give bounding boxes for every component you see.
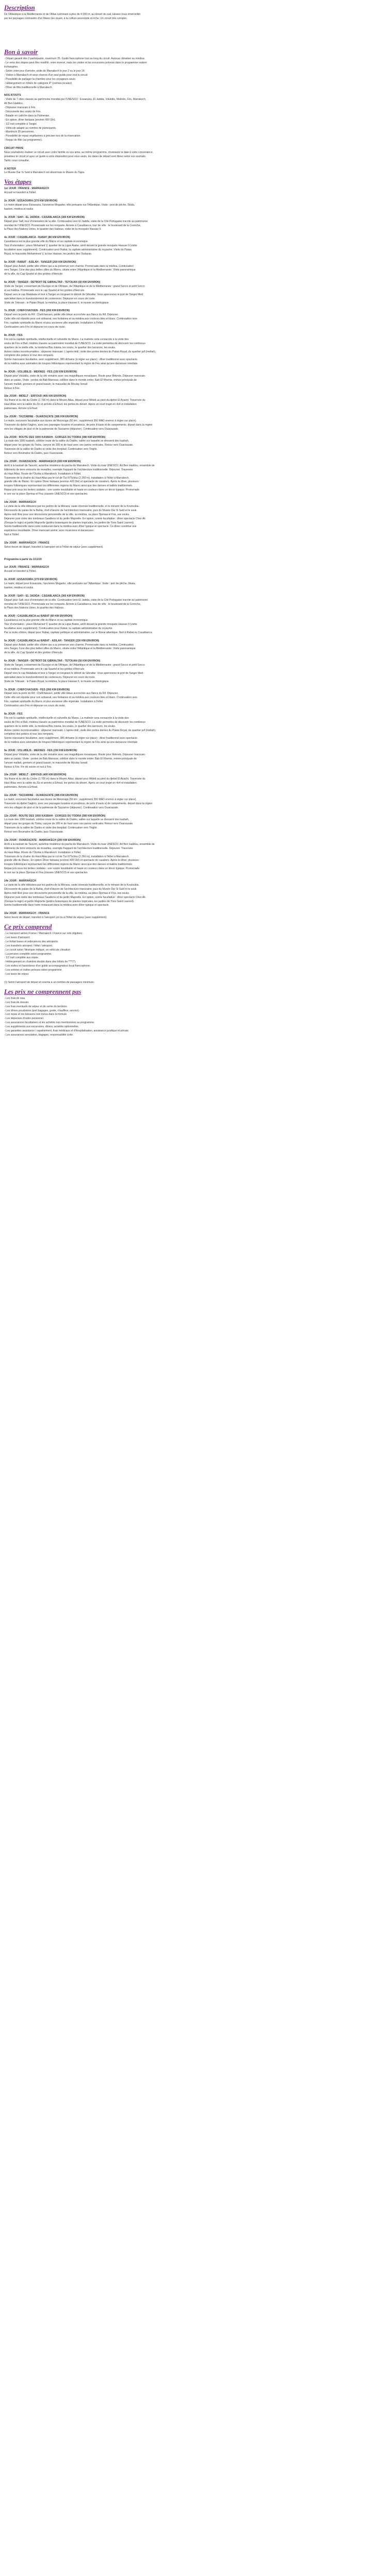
text-line: - Les dîners pourboires (port bagages, guide, chauffeur, service). [4,1009,80,1012]
text-line: Repas pris sous les tentes caïdales : une soirée inoubliable et haute en couleurs dans un décor typique. Promenade [4,867,140,871]
blank-line [4,277,387,281]
text-line: le soir sur la place Djemaa el Fna (classée UNESCO) et ses spectacles. [4,871,88,875]
text-line: Haut Atlas vers la vallée du Ziz et arrivée à Erfoud, les portes du désert. Après un court trajet en 4x4 et installation [4,403,137,406]
text-line: 2e JOUR : ESSAOUIRA (170 KM ENVIRON) [4,199,58,203]
text-line: La route des 1000 kasbah, célèbre route de la vallée du Dadès, vallée sur laquelle se dressent des kasbah, [4,818,129,822]
text-line: Accueil et transfert à l'hôtel. [4,570,37,573]
text-line: - En option, dîner fantasia (environ 420 DH). [4,118,56,122]
text-line: par les paysages contrastés d'un Maroc bio vivant, à la culture ancestrale et riche. Un circuit très complet. [4,16,127,20]
text-line: La visite de la ville débutera par les jardins de la Ménara, vaste oliveraie traditionnelle, et le minaret de la Koutoubia. [4,883,139,887]
blank-line [4,90,387,94]
blank-line [4,835,387,839]
text-line: Autres visites incontournables : déjeuner marocain. L'après-midi, visite des portes dorées du Palais Royal, du quartier juif (mellah), [4,728,156,732]
text-line: 11e JOUR : TAZZARINE - OUARZAZATE (385 KM ENVIRON) [4,415,78,418]
blank-line [4,770,387,774]
blank-line [4,411,387,415]
blank-line [4,810,387,815]
text-line: - Les repas et les boissons non inclus dans la formule. [4,1013,68,1016]
text-line: Départ vers la perle du Rif : Chefchaouen, petite ville bleue accrochée aux flancs du Rif. Déjeuner. [4,313,119,317]
text-line: - 1/2 nuit complète à Tanger. [4,122,38,126]
blank-line [4,330,387,334]
section-title: Les prix ne comprennent pas [4,988,82,995]
text-line: Cette ville est réputée pour son artisanat, ses fontaines et sa médina aux couleurs bleu et blanc. Continuation vers [4,317,137,321]
blank-line [4,163,387,167]
text-line: 4e JOUR : CASABLANCA - RABAT (80 KM ENVIRON) [4,236,70,240]
text-line: Nuit à l'hôtel. [4,533,20,537]
text-line: Tour d'orientation : place Mohamed V, quartier de la Ligue Arabe, arrêt devant la grande mosquée Hassan II (visite [4,623,137,626]
text-line: de la ville, du Cap Spartel et des grottes d'Hercule. [4,273,63,276]
text-line: Départ pour Safi, tour d'orientation de la ville. Continuation vers El Jadida, visite de la Cité Portugaise inscrite au patrimoine [4,219,148,223]
text-line: grande ville du Maroc. En option Dîner fantasia (environ 420 DH) et spectacle de cavaliers. Après le dîner, plusieurs [4,859,139,862]
blank-line [4,21,387,25]
text-line: Après-midi libre pour une découverte personnelle de la ville, sa médina, sa place Djemaa el Fna, ses souks. [4,513,130,516]
text-line: privatisez le circuit et ayez un guide à votre disposition pour vous seuls, les dates de départ sont libres selon vos souhaits. [4,155,146,158]
text-line: Fès, capitale spirituelle du Maroc et plus ancienne ville impériale. Installation à l'hôtel. [4,700,104,704]
text-line: et sa médina. Promenade vers le cap Spartel et les grottes d'Hercule. [4,667,85,671]
text-line: 14e JOUR : MARRAKECH [4,879,36,883]
blank-line [4,908,387,912]
text-line: bâtiments de terre entourés de murailles, exemple frappant de l'architecture traditionnelle. Déjeuner. Traversée [4,846,133,850]
text-line: mondial de l'UNESCO. Promenade sur les remparts. Arrivée à Casablanca, tour de ville : le boulevard de la Corniche, [4,224,141,227]
text-line: 11e JOUR : TAZZARINE - OUARZAZATE (385 KM ENVIRON) [4,794,78,797]
text-line: bastion, médina et souks. [4,207,34,211]
text-line: départ pour les gorges du Todra, canyon de 300 m de haut avec ses parois verticales. Retour vers Ouarzazate. [4,444,134,447]
text-line: 13e JOUR : OUARZAZATE - MARRAKECH (200 KM ENVIRON) [4,460,81,463]
text-line: Accueil et transfert à l'hôtel. [4,191,37,195]
text-line: Arrêt à la kasbah de Taourirt, autrefois résidence du pacha de Marrakech. Visite du ksar UNESCO, Aït Ben Haddou, ensemble de [4,464,155,467]
text-line: - Le sens des étapes peut être modifié, voire inversé, mais les visites et les excursions prévues dans le programme restent [4,61,147,65]
text-line: palmeraies. Arrivée à Erfoud. [4,786,38,789]
text-line: spécialisé dans le transbordement de conteneurs. Déjeuner en cours de route. [4,297,95,300]
text-line: troupes folkloriques représentant les différentes régions du Maroc ainsi que des danses et ballets traditionnels. [4,484,133,488]
blank-line [4,497,387,501]
text-line: de la médina avec animation de troupes folkloriques représentant la région de Fès ainsi qu'une danseuse orientale. [4,741,138,744]
text-line: - Véhicule adapté au nombre de participants. [4,126,57,130]
text-line: Soirée traditionnelle dans notre restaurant dans la médina avec dîner typique et spectacle. Ce dîner constitue une [4,525,137,529]
text-line: - Départ garanti dès 2 participants, maximum 35. Guide francophone tout au long du circuit. Autocar climatisé ou minibus. [4,57,145,61]
text-line: Selon heure de départ, transfert à l'aéroport vol à l'hôtel de séjour (avec supplément). [4,545,104,549]
text-line: - Visite de 7 sites classés au patrimoine mondial par l'UNESCO : Essaouira, El Jadida, Volubilis, Meknès, Fès, Marrakech, [4,98,146,101]
text-line: Découverte du palais de la Bahia, chef-d'œuvre de l'architecture marocaine, puis du Musée Dar Si Saïd et le souk. [4,509,137,512]
text-line: vers Tanger, l'une des plus belles villes du Maroc, située entre l'Atlantique et la Méditerranée. Visite panoramique [4,268,136,272]
blank-line [4,432,387,436]
text-line: bastion, médina et souks. [4,586,34,589]
text-line: Retour vers Boumalne du Dadès, puis Ouarzazate. [4,831,64,834]
text-line: La route des 1000 kasbah, célèbre route de la vallée du Dadès, vallée sur laquelle se dressent des kasbah, [4,439,129,443]
text-line: du Haut Atlas. Route de l'Ourika à Marrakech. Installation à l'hôtel. [4,851,82,854]
text-line: Fès est la capitale spirituelle, intellectuelle et culturelle du Maroc. La matinée sera consacrée à la visite des [4,716,129,720]
text-line: quartiers de la vieille ville, la medersa Bou Inania, les souks, le quartier des tanneurs, les souks. [4,346,116,349]
text-line: vers Tanger, l'une des plus belles villes du Maroc, située entre l'Atlantique et la Méditerranée. Visite panoramique [4,647,136,651]
section [4,48,387,175]
text-line: 3e JOUR : SAFI - EL JADIDA - CASABLANCA (360 KM ENVIRON) [4,594,85,598]
text-line: Royal, le mausolée Mohammed V, la tour Hassan, les jardins des Oudayas. [4,252,92,256]
text-line: souks de Fès el Bali, médina classée au patrimoine mondial de l'UNESCO. La visite permettra de découvrir les nombreux [4,342,145,345]
blank-line [4,977,387,981]
text-line: 5e JOUR : CASABLANCA ou RABAT - ASILAH - TANGER (230 KM ENVIRON) [4,639,100,642]
text-line: - Dîner de fête traditionnelle à Marrakech. [4,86,53,89]
text-line: Traversée de la vallée de Dadès et visite des tinejdad. Continuation vers Tinghir. [4,826,98,830]
blank-line [4,635,387,639]
blank-line [4,29,387,33]
blank-line [4,232,387,236]
text-line: 1er JOUR : FRANCE - MARRAKECH [4,566,49,569]
text-line: Retour à Fès. [4,386,20,390]
text-line: 2e JOUR : ESSAOUIRA (170 KM ENVIRON) [4,578,58,582]
text-line: Le matin, excursion facultative aux dunes de Merzouga (50 km ; supplément 350 MAD environ à régler sur place). [4,798,137,801]
text-line: Fès, capitale spirituelle du Maroc et plus ancienne ville impériale. Installation à l'hôtel. [4,321,104,325]
text-line: Via Ifrane et la cité du Cèdre (1 700 m) dans le Moyen Atlas, départ pour Midelt au pied du djebel El Ayachi. Traversée du [4,399,145,402]
section [4,923,387,985]
text-line: - Hébergement en hôtels de catégorie 4* (normes locales). [4,81,73,85]
text-line: - Le forfait bases et redevances des aéroports. [4,940,59,943]
text-line: De l'Atlantique à la Méditerranée et de l'Atlas culminant à plus de 4 000 m, au désert du sud, laissez-vous émerveiller [4,13,141,16]
text-line: - Le transport aérien France / Marrakech / France sur vols réguliers. [4,932,83,936]
blank-line [4,537,387,541]
text-line: et sa médina. Promenade vers le cap Spartel et les grottes d'Hercule. [4,289,85,292]
text-line: Traversée du djebel Saghro, avec ses paysages lunaires et poudreux, de prés d'oasis et de campements, départ dans la région [4,802,153,805]
text-line: Le Musée Dar Si Saïd à Marrakech est désormais le Musée du Tapis. [4,171,85,175]
text-line: Le matin départ pour Essaouira, l'ancienne Mogador, ville portuaire sur l'Atlantique. Visite : port de pêche, Skala, [4,204,135,207]
text-line: Traversée de la vallée de Dadès et visite des tinejdad. Continuation vers Tinghir. [4,448,98,451]
section [4,178,387,920]
text-line: Le matin, départ pour Essaouira, l'ancienne Mogador, ville portuaire sur l'Atlantique. Visite : port de pêche, Skala, [4,582,136,586]
text-line: - Les dépenses d'ordre personnel. [4,1017,44,1021]
blank-line [4,790,387,794]
text-line: - Les frais éventuels de séjour et de sortie du territoire. [4,1005,68,1008]
text-line: 5e JOUR : RABAT - ASILAH - TANGER (250 KM ENVIRON) [4,260,76,264]
blank-line [4,456,387,460]
section-title: Bon à savoir [4,48,38,56]
text-line: 1er JOUR : FRANCE - MARRAKECH [4,187,49,191]
blank-line [4,875,387,879]
text-line: vers les villages de pisé et de la palmeraie de Tazzarine (déjeuner). Continuation vers Ouarzazate. [4,806,119,809]
text-line: Visite de Tanger, croisement de l'Europe et de l'Afrique, de l'Atlantique et de la Méditerranée : grand Socco et petit Socco [4,285,145,289]
text-line: 7e JOUR : CHEFCHAOUEN - FÈS (260 KM ENVIRON) [4,688,70,691]
text-line: - Le circuit selon l'itinéraire indiqué, en véhicule climatisé. [4,948,71,952]
text-line: Retour vers Boumalne du Dadès, puis Ouarzazate. [4,452,64,455]
text-line: expérience inoubliable. Dîner marocain animé, avec musiciens et danseuses. [4,529,94,533]
text-line: - Balade en calèche dans la Palmeraie. [4,114,50,117]
text-line: NOS ATOUTS [4,94,21,97]
text-line: 9e JOUR : VOLUBILIS - MEKNÈS - FÈS (150 KM ENVIRON) [4,370,77,374]
text-line: Casablanca est la plus grande ville du Maroc et sa capitale économique. [4,240,89,244]
text-line: Fès est la capitale spirituelle, intellectuelle et culturelle du Maroc. La matinée sera consacrée à la visite des [4,337,129,341]
blank-line [4,366,387,370]
text-line: dans un palais. Visite : portes de Bab Mansour, célèbre dans le monde entier, Bab El Khemis, entrée principale de [4,378,137,382]
text-line: - Hébergement en chambre double dans des hôtels de ****(*). [4,960,76,964]
text-line: Casablanca est la plus grande ville du Maroc et sa capitale économique. [4,619,89,622]
text-line: dans un palais. Visite : portes de Bab Mansour, célèbre dans le monde entier, Bab El Khemis, entrée principale de [4,757,137,760]
text-line: Continuation vers Fès et déjeuner en cours de route. [4,326,66,329]
text-line: (Groupe le login) et jardin Majorelle (jardins botaniques de plantes tropicales, les jardins de Yves Saint Laurent). [4,900,135,903]
text-line: inchangées. [4,65,19,69]
text-line: (Groupe le login) et jardin Majorelle (jardins botaniques de plantes tropicales, les jardins de Yves Saint Laurent). [4,521,135,524]
text-line: - Les garanties assistance / rapatriement, frais médicaux et d'hospitalisation, assistance juridique et pénale. [4,1029,129,1033]
text-line: 15e JOUR : MARRAKECH - FRANCE [4,541,50,545]
text-line: la Place des Nations Unies, le quartier des Habous, visite de la mosquée Hassan II. [4,228,102,231]
text-line: - La pension complète selon programme. [4,952,52,956]
text-line: départ pour les gorges du Todra, canyon de 300 m de haut avec ses parois verticales. Retour vers Ouarzazate. [4,822,134,826]
text-line: - Les entrées et visites prévues selon programme. [4,969,62,972]
text-line: Départ vers le cap Malabata et tour à Tanger en longeant le détroit de Gibraltar. Vous apercevrez le port de Tanger Med [4,671,143,675]
blank-line [4,212,387,216]
text-line: 10e JOUR : MIDELT - ERFOUD (400 KM ENVIRON) [4,395,67,398]
text-line: Nous souhaitons réaliser ce circuit avec votre famille ou vos amis, au même programme, choisissez la date à votre convenance. [4,150,154,154]
text-line: complexe des potiers et tour des remparts. [4,733,54,736]
blank-line [4,574,387,578]
section [4,4,387,45]
text-line: - Les suppléments aux excursions, dîners, activités optionnelles. [4,1025,79,1029]
blank-line [4,391,387,395]
text-line: facultative avec supplément). Continuation pour Rabat, la capitale administrative du royaume. Visite du Palais [4,248,132,251]
blank-line [4,554,387,558]
text-line: Cette ville est réputée pour son artisanat, ses fontaines et sa médina aux couleurs bleu et blanc. Continuation vers [4,696,137,700]
text-line: La visite de la ville débutera par les jardins de la Ménara, vaste oliveraie traditionnelle, et le minaret de la Koutoubia. [4,504,139,508]
text-line: - 1/2 nuit complète aux repas. [4,956,39,960]
text-line: Après-midi libre pour une découverte personnelle de la ville, sa médina, sa place Djemaa el Fna, ses souks. [4,891,130,895]
text-line: - Maximum 35 personnes. [4,130,35,134]
blank-line [4,590,387,595]
text-line: Tour d'orientation : place Mohamed V, quartier de la Ligue Arabe, arrêt devant la grande mosquée Hassan II (visite [4,244,137,248]
text-line: 15e JOUR : MARRAKECH - FRANCE [4,912,50,916]
text-line: - Repas de fête (au programme). [4,139,43,142]
text-line: Selon heure de départ, transfert à l'aéroport vol ou à l'hôtel de séjour (avec supplément). [4,916,107,920]
text-line: - Selon votre jour d'arrivée, visite de Marrakech le jour 2 ou le jour 14. [4,69,85,73]
text-line: complexe des potiers et tour des remparts. [4,354,54,358]
text-line: - Les taxes d'aéroport. [4,936,30,939]
text-line: Soirée marocaine facultative, avec supplément, 380 dirhams (à régler sur place) : dîner traditionnel avec spectacle. [4,737,138,740]
text-line: le soir sur la place Djemaa el Fna (classée UNESCO) et ses spectacles. [4,493,88,496]
blank-line [4,33,387,37]
text-line: Visite de Tanger, croisement de l'Europe et de l'Afrique, de l'Atlantique et de la Méditerranée : grand Socco et petit Socco [4,664,145,667]
text-line: grande ville du Maroc. En option Dîner fantasia (environ 420 DH) et spectacle de cavaliers. Après le dîner, plusieurs [4,480,139,484]
text-line: - Les frais de dossier. [4,1001,29,1004]
text-line: - Les taxes de séjour. [4,973,29,976]
text-line: - Les assurances facultatives et les activités non mentionnées au programme. [4,1021,95,1025]
section-title: Ce prix comprend [4,923,52,931]
text-line: 6e JOUR : TANGER - DETROIT DE GIBRALTAR - TETOUAN (50 KM ENVIRON) [4,659,101,663]
section-title: Description [4,4,35,11]
text-line: Par la route côtière, départ pour Rabat, capitale politique et administrative, sur le littoral atlantique. Nuit à Rabat ou Casablanca. [4,631,153,634]
text-line: Visite de Tétouan : le Palais Royal, la médina, la place Hassan II, le musée archéologique. [4,301,109,304]
text-line: bâtiments de terre entourés de murailles, exemple frappant de l'architecture traditionnelle. Déjeuner. Traversée [4,468,133,471]
text-line: souks de Fès el Bali, médina classée au patrimoine mondial de l'UNESCO. La visite permettra de découvrir les nombreux [4,720,145,724]
text-line: - Déjeuner marocain à Fès. [4,106,36,110]
text-line: - Possibilité de partager la chambre pour les voyageurs seuls. [4,77,76,81]
text-line: Retour à Fès. Fin de soirée et nuit à Fès. [4,765,52,769]
text-line: 14e JOUR : MARRAKECH [4,500,36,504]
text-line: Départ vers le cap Malabata et tour à Tanger en longeant le détroit de Gibraltar. Vous apercevrez le port de Tanger Med [4,293,143,296]
text-line: du Haut Atlas. Route de l'Ourika à Marrakech. Installation à l'hôtel. [4,472,82,476]
text-line: spécialisé dans le transbordement de conteneurs. Déjeuner en cours de route. [4,675,95,679]
text-line: 12e JOUR : ROUTE DES 1000 KASBAH - GORGES DU TODRA (380 KM ENVIRON) [4,435,106,439]
text-line: Repas pris sous les tentes caïdales : une soirée inoubliable et haute en couleurs dans un décor typique. Promenade [4,488,140,492]
text-line: Traversée de la chaîne du Haut Atlas par le col de Tizi N'Tichka (2 260 m), installation à l'hôtel à Marrakech. [4,476,129,480]
text-line: Soirée marocaine facultative, avec supplément, 380 dirhams (à régler sur place) : dîner traditionnel avec spectacle. [4,358,138,362]
text-line: Découverte du palais de la Bahia, chef-d'œuvre de l'architecture marocaine, puis du Musée Dar Si Saïd et le souk. [4,887,137,891]
blank-line [4,257,387,261]
text-line: (1) Selon l'aéroport de départ et soumis à un nombre de passagers minimum. [4,980,94,984]
text-line: Autres visites incontournables : déjeuner marocain. L'après-midi, visite des portes dorées du Palais Royal, du quartier juif (mellah), [4,350,156,353]
text-line: Départ vers la perle du Rif : Chefchaouen, petite ville bleue accrochée aux flancs du Rif. Déjeuner. [4,692,119,696]
text-line: facultative avec supplément). Continuation pour Rabat, la capitale administrative du royaume. [4,626,113,630]
text-line: Visite de Tétouan : le Palais Royal, la médina, la place Hassan II, le musée archéologique. [4,680,109,683]
text-line: 10e JOUR : MIDELT - ERFOUD (400 KM ENVIRON) [4,773,67,777]
section-title: Vos étapes [4,178,32,186]
text-line: Continuation vers Fès et déjeuner en cours de route. [4,704,66,708]
text-line: 8e JOUR : FÈS [4,712,23,716]
blank-line [4,655,387,659]
text-line: palmeraies. Arrivée à Erfoud. [4,407,38,411]
blank-line [4,25,387,29]
blank-line [4,550,387,554]
text-line: troupes folkloriques représentant les différentes régions du Maroc ainsi que des danses et ballets traditionnels. [4,863,133,867]
text-line: Aït Ben Haddou. [4,102,24,106]
text-line: - Les assurances annulation, bagages, responsabilité civile. [4,1033,74,1037]
text-line: Soirée traditionnelle dans notre restaurant dans la médina avec dîner typique et spectacle. [4,904,109,907]
text-line: 9e JOUR : VOLUBILIS - MEKNÈS - FÈS (150 KM ENVIRON) [4,749,77,753]
text-line: Départ pour Safi, tour d'orientation de la ville. Continuation vers El Jadida, visite de la Cité Portugaise inscrite au patrimoine [4,598,148,602]
text-line: À NOTER [4,167,16,171]
text-line: 8e JOUR : FÈS [4,333,23,337]
text-line: - Possibilité de repas végétariens à préciser lors de la réservation. [4,134,81,138]
text-line: Départ pour Asilah, petite ville côtière qui a su préserver son charme. Promenade dans la médina. Continuation [4,643,134,647]
text-line: 3e JOUR : SAFI - EL JADIDA - CASABLANCA (360 KM ENVIRON) [4,215,85,219]
text-line: de la médina avec animation de troupes folkloriques représentant la région de Fès ainsi qu'une danseuse orientale. [4,362,138,366]
text-line: CIRCUIT PRIVÉ [4,147,24,150]
text-line: l'ancien mellah, greniers et grand bassin, le mausolée de Moulay Ismaïl. [4,761,88,765]
text-line: Arrêt à la kasbah de Taourirt, autrefois résidence du pacha de Marrakech. Visite du ksar UNESCO, Aït Ben Haddou, ensemble de [4,842,155,846]
text-line: Départ pour Volubilis, visite de la cité romaine avec ses magnifiques mosaïques. Route pour Meknès. Déjeuner marocain. [4,753,146,756]
text-line: 12e JOUR : ROUTE DES 1000 KASBAH - GORGES DU TODRA (380 KM ENVIRON) [4,814,106,818]
text-line: Départ pour Volubilis, visite de la cité romaine avec ses magnifiques mosaïques. Route pour Meknès. Déjeuner marocain. [4,374,146,378]
page-content [0,0,391,1038]
text-line: Tarifs: nous consulter. [4,159,30,162]
text-line: Traversée du djebel Saghro, avec ses paysages lunaires et poudreux, de prés d'oasis et de campements, départ dans la région [4,423,153,427]
text-line: Via Ifrane et la cité du Cèdre (1 700 m) dans le Moyen Atlas, départ pour Midelt au pied du djebel El Ayachi. Traversée du [4,777,145,781]
blank-line [4,684,387,688]
text-line: - Les frais de visa. [4,996,26,1000]
blank-line [4,708,387,713]
blank-line [4,611,387,615]
blank-line [4,143,387,147]
text-line: - Les transferts aéroport / hôtel / aéroport. [4,944,53,947]
text-line: 4e JOUR : CASABLANCA ou RABAT (80 KM ENVIRON) [4,615,73,618]
text-line: 6e JOUR : TANGER - DETROIT DE GIBRALTAR - TETOUAN (50 KM ENVIRON) [4,281,101,284]
text-line: 13e JOUR : OUARZAZATE - MARRAKECH (200 KM ENVIRON) [4,838,81,842]
text-line: Programme à partir du 1/11/19 [4,557,42,561]
text-line: mondial de l'UNESCO. Promenade sur les remparts. Arrivée à Casablanca, tour de ville : le boulevard de la Corniche, [4,602,141,606]
text-line: - Visites à Marrakech et sous réserve d'un seul guide pour tout le circuit. [4,73,88,77]
blank-line [4,195,387,199]
text-line: l'ancien mellah, greniers et grand bassin, le mausolée de Moulay Ismaïl. [4,382,88,386]
blank-line [4,306,387,310]
section [4,988,387,1038]
text-line: - Les visites et l'assistance d'un guide accompagnateur local francophone. [4,964,91,968]
blank-line [4,562,387,566]
text-line: la Place des Nations Unies, le quartier des Habous. [4,606,64,610]
text-line: Le matin, excursion facultative aux dunes de Merzouga (50 km ; supplément 350 MAD environ à régler sur place). [4,419,137,422]
blank-line [4,37,387,41]
text-line: Traversée de la chaîne du Haut Atlas par le col de Tizi N'Tichka (2 260 m), installation à l'hôtel à Marrakech. [4,855,129,858]
text-line: vers les villages de pisé et de la palmeraie de Tazzarine (déjeuner). Continuation vers Ouarzazate. [4,427,119,431]
blank-line [4,745,387,749]
text-line: quartiers de la vieille ville, la medersa Bou Inania, les souks, le quartier des tanneurs, les souks. [4,724,116,728]
text-line: Départ pour Asilah, petite ville côtière qui a su préserver son charme. Promenade dans la médina. Continuation [4,264,134,268]
text-line: 7e JOUR : CHEFCHAOUEN - FÈS (260 KM ENVIRON) [4,309,70,313]
text-line: - Découverte des souks de Fès. [4,110,41,113]
text-line: Déjeuner puis visite des tombeaux Saadiens et du jardin Majorelle. En option, soirée facultative : dîner spectacle Chez Ali. [4,895,146,899]
text-line: Déjeuner puis visite des tombeaux Saadiens et du jardin Majorelle. En option, soirée facultative : dîner spectacle Chez Ali. [4,517,146,520]
text-line: de la ville, du Cap Spartel et des grottes d'Hercule. [4,651,63,655]
blank-line [4,41,387,45]
text-line: Haut Atlas vers la vallée du Ziz et arrivée à Erfoud, les portes du désert. Après un court trajet en 4x4 et installation [4,782,137,785]
